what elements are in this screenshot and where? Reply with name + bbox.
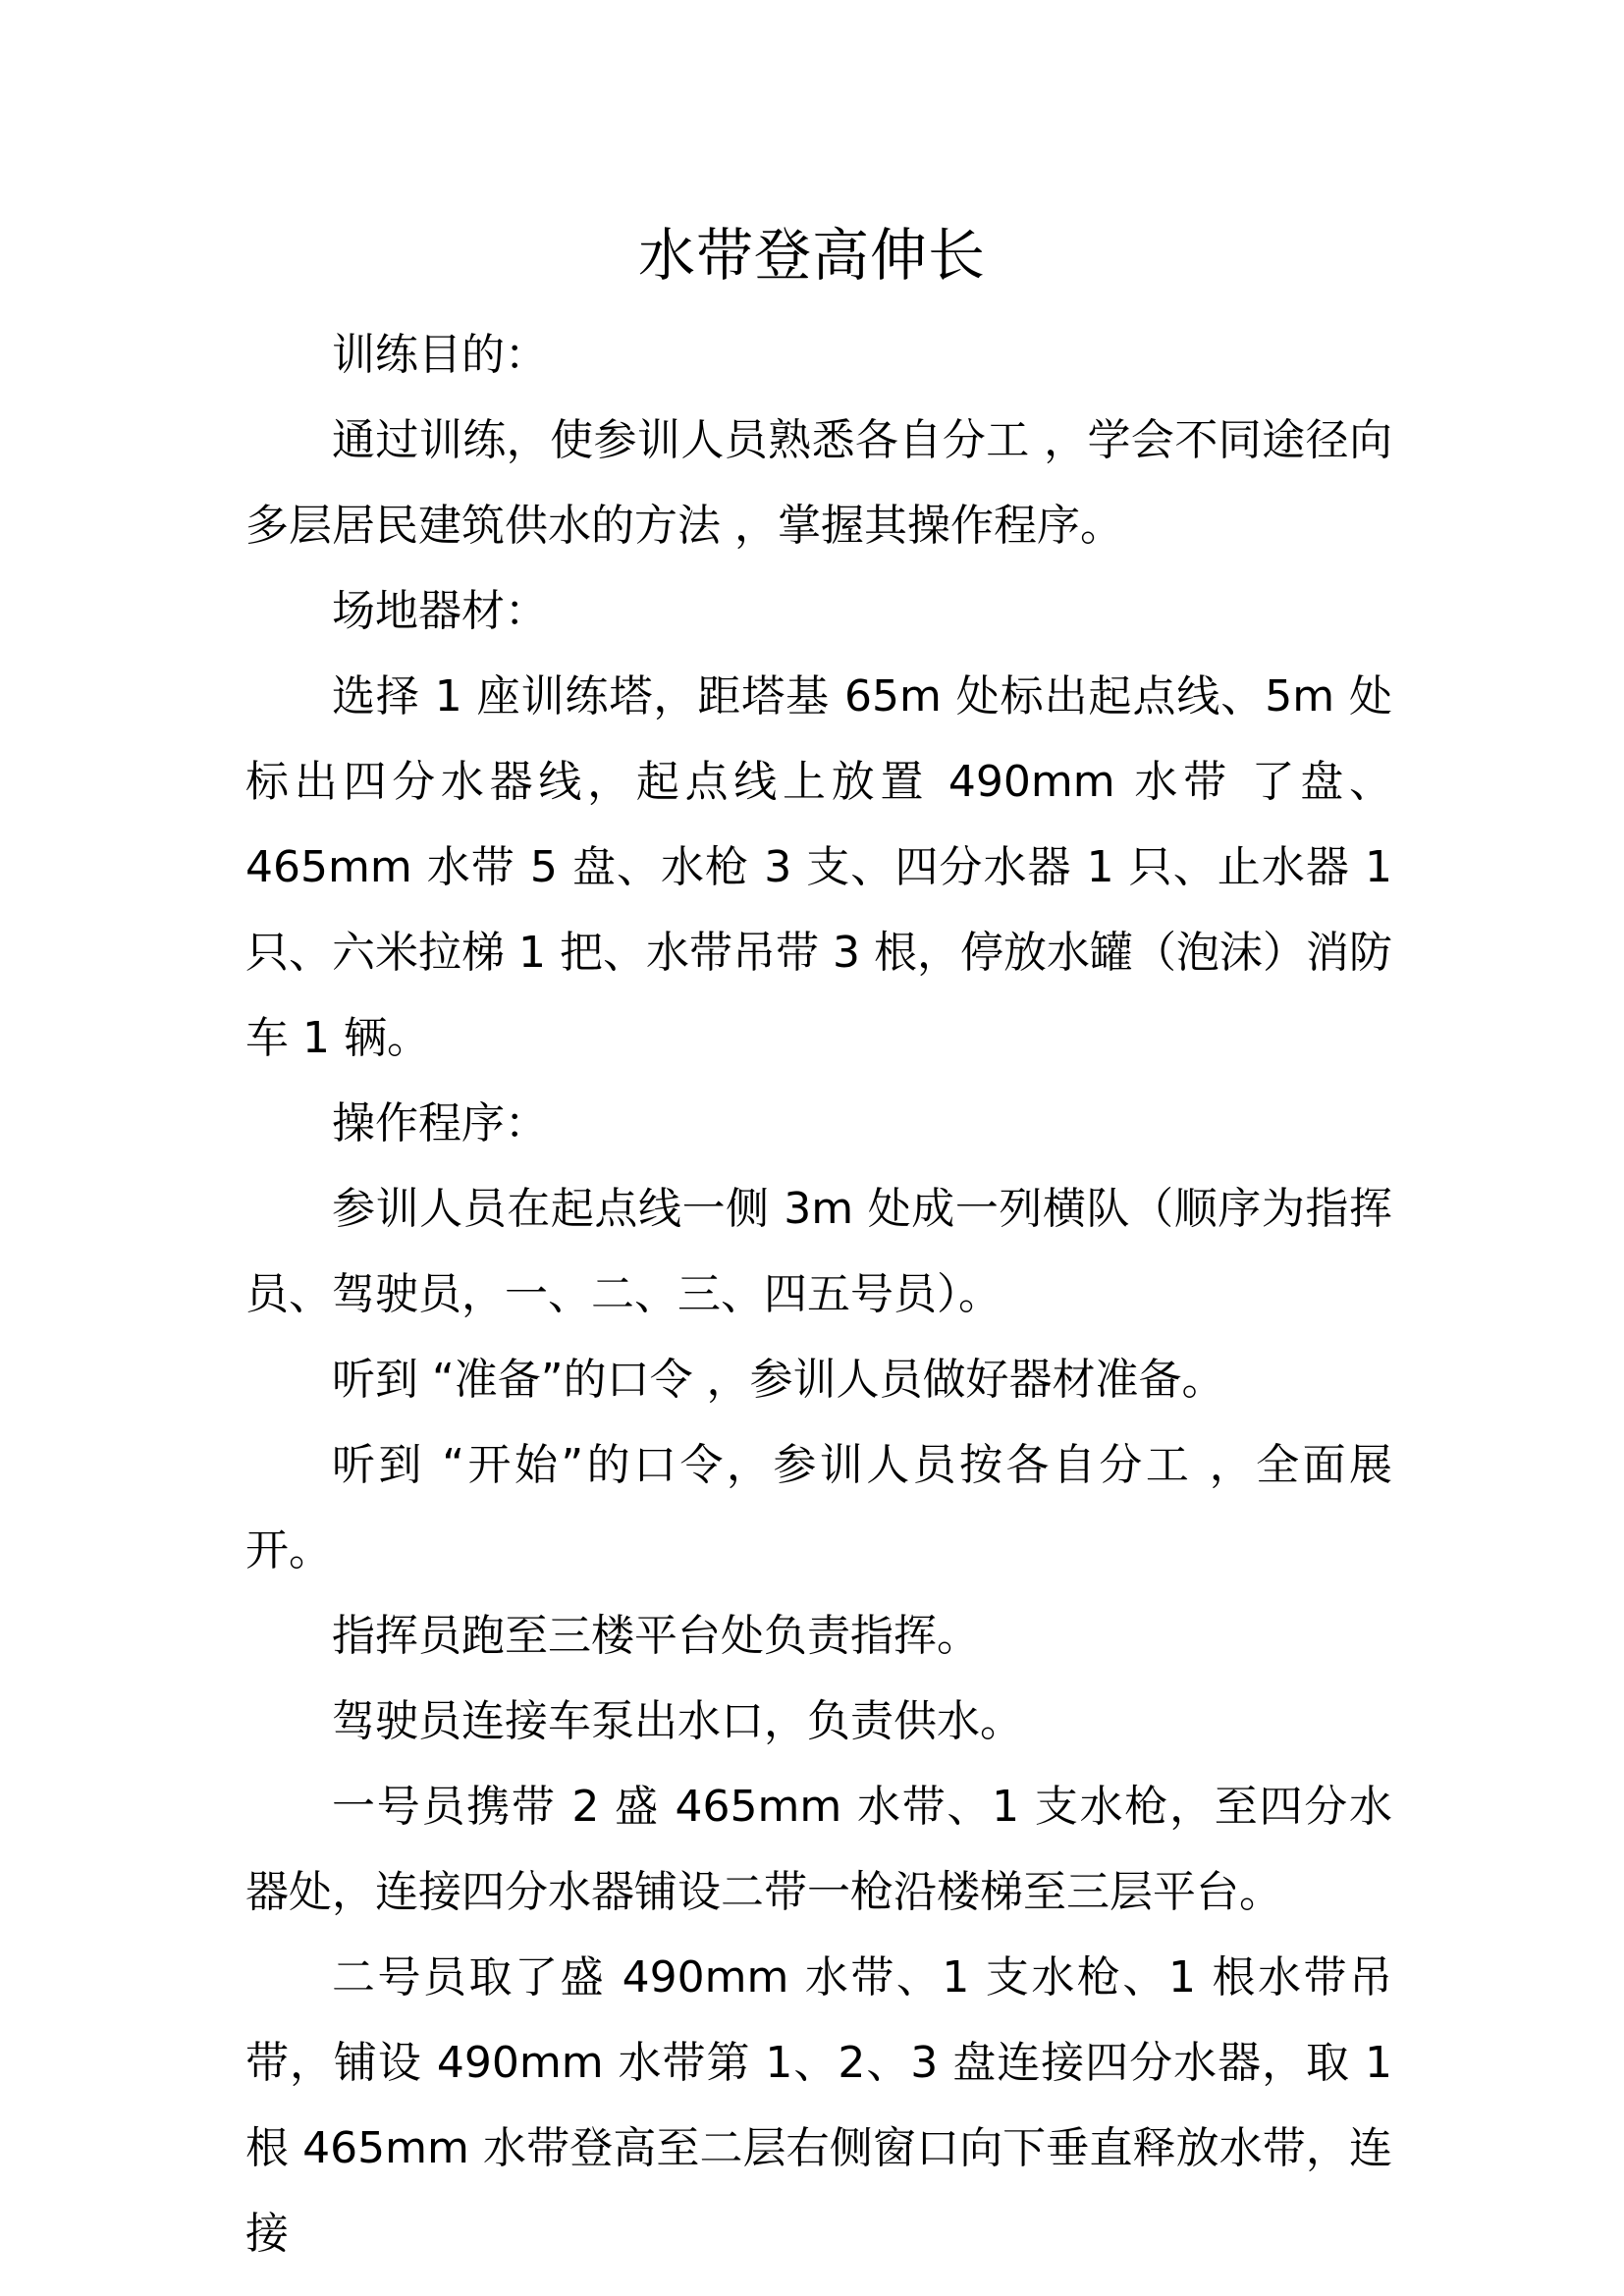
- paragraph-procedure-7: 二号员取了盛 490mm 水带、1 支水枪、1 根水带吊带，铺设 490mm 水带第 1、2、3 盘连接四分水器，取 1 根 465mm 水带登高至二层右侧窗口向下垂直释放水带，连接: [245, 1952, 1392, 2259]
- paragraph-procedure-5: 驾驶员连接车泵出水口，负责供水。: [332, 1696, 1023, 1746]
- paragraph-heading-equipment: 场地器材：: [332, 586, 548, 636]
- paragraph-procedure-6: 一号员携带 2 盛 465mm 水带、1 支水枪，至四分水器处，连接四分水器铺设二带一枪沿楼梯至三层平台。: [245, 1782, 1392, 1917]
- document-title: 水带登高伸长: [637, 222, 986, 289]
- paragraph-procedure-4: 指挥员跑至三楼平台处负责指挥。: [332, 1611, 980, 1661]
- paragraph-heading-purpose: 训练目的：: [332, 330, 548, 380]
- paragraph-equipment: 选择 1 座训练塔，距塔基 65m 处标出起点线、5m 处标出四分水器线，起点线上放置 490mm 水带 了盘、465mm 水带 5 盘、水枪 3 支、四分水器 1 只、止水器 1 只、六米拉梯 1 把、水带吊带 3 根，停放水罐（泡沫）消防车 1 辆。: [245, 671, 1392, 1063]
- paragraph-heading-procedure: 操作程序：: [332, 1098, 548, 1148]
- paragraph-procedure-2: 听到 “准备”的口令 ，参训人员做好器材准备。: [332, 1355, 1225, 1405]
- paragraph-procedure-1: 参训人员在起点线一侧 3m 处成一列横队（顺序为指挥员、驾驶员，一、二、三、四五号员）。: [245, 1184, 1392, 1319]
- paragraph-purpose: 通过训练，使参训人员熟悉各自分工 ，学会不同途径向多层居民建筑供水的方法 ，掌握其操作程序。: [245, 415, 1392, 551]
- document-body: [245, 312, 1392, 2276]
- paragraph-procedure-3: 听到 “开始”的口令，参训人员按各自分工 ，全面展开。: [245, 1440, 1392, 1575]
